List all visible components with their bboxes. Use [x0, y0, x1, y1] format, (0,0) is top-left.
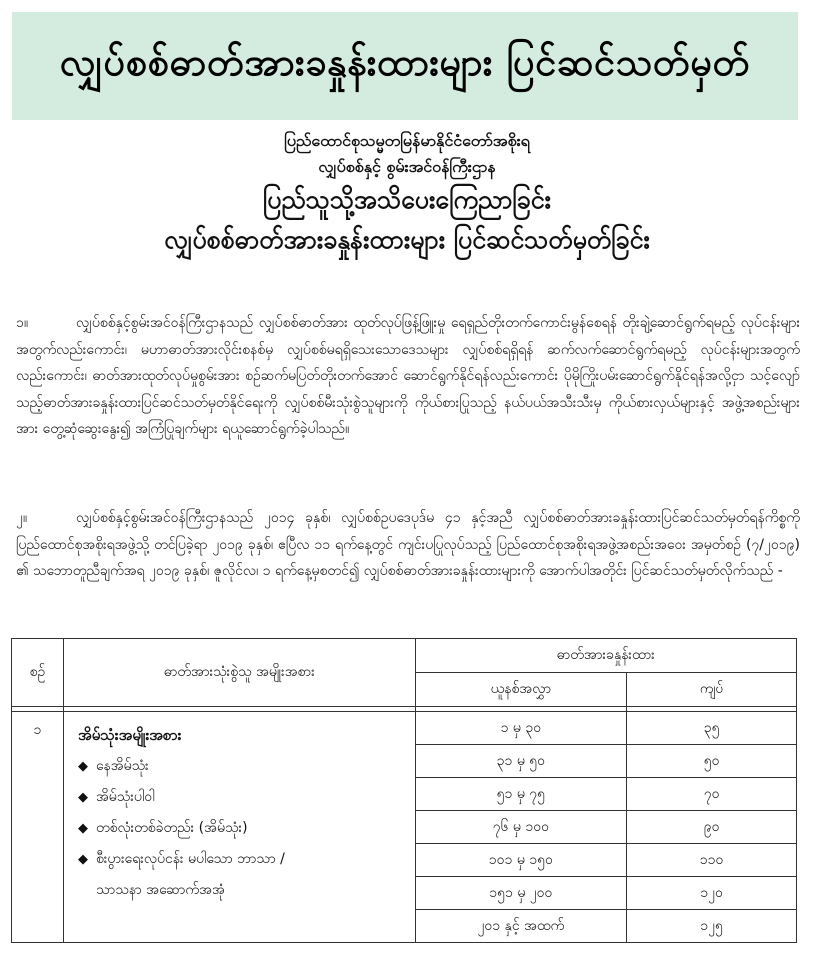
category-bullet: ◆ စီးပွားရေးလုပ်ငန်း မပါသော ဘာသာ / [78, 844, 401, 875]
kyat-cell: ၇၀ [627, 778, 797, 811]
header-rate-group: ဓာတ်အားခနှုန်းထား [415, 639, 796, 673]
title-banner [12, 12, 798, 120]
kyat-cell: ၁၂၀ [627, 877, 797, 910]
paragraph-number: ၁။ [16, 315, 29, 331]
kyat-cell: ၃၅ [627, 712, 797, 745]
table-row [12, 712, 797, 745]
paragraph-text: လျှပ်စစ်နှင့်စွမ်းအင်ဝန်ကြီးဌာနသည် လျှပ်စစ်ဓာတ်အား ထုတ်လုပ်ဖြန့်ဖြူးမှု ရေရှည်တိုးတက်ကောင်းမွန်စေရန် တိုးချဲ့ဆောင်ရွက်ရမည့် လုပ်ငန်းများအတွက်လည်းကောင်း၊ မဟာဓာတ်အားလိုင်းစနစ်မှ လျှပ်စစ်မရရှိသေးသောဒေသများ လျှပ်စစ်ရရှိရန် ဆက်လက်ဆောင်ရွက်ရမည့် လုပ်ငန်းများအတွက်လည်းကောင်း၊ ဓာတ်အားထုတ်လုပ်မှုစွမ်းအား စဉ်ဆက်မပြတ်တိုးတက်အောင် ဆောင်ရွက်နိုင်ရန်လည်းကောင်း ပိုမိုကြိုးပမ်းဆောင်ရွက်နိုင်ရန်အလို့ငှာ သင့်လျော်သည့်ဓာတ်အားခနှုန်းထားပြင်ဆင်သတ်မှတ်နိုင်ရေးကို လျှပ်စစ်မီးသုံးစွဲသူများကို ကိုယ်စားပြုသည့် နယ်ပယ်အသီးသီးမှ ကိုယ်စားလှယ်များနှင့် အဖွဲ့အစည်းများအား တွေ့ဆုံဆွေးနွေး၍ အကြံပြုချက်များ ရယူဆောင်ရွက်ခဲ့ပါသည်။ [16, 315, 800, 437]
subject-title: လျှပ်စစ်ဓာတ်အားခနှုန်းထားများ ပြင်ဆင်သတ်မှတ်ခြင်း [164, 225, 650, 254]
category-title: အိမ်သုံးအမျိုးအစား [77, 726, 182, 744]
category-bullet: ◆ အိမ်သုံးပါဝါ [78, 782, 401, 813]
notice-title: ပြည်သူသို့အသိပေးကြေညာခြင်း [263, 185, 551, 214]
category-cell [63, 712, 415, 943]
units-cell: ၂၀၁ နှင့် အထက် [415, 910, 627, 943]
units-cell: ၃၁ မှ ၅၀ [415, 745, 627, 778]
units-cell: ၅၁ မှ ၇၅ [415, 778, 627, 811]
units-cell: ၁၀၁ မှ ၁၅၀ [415, 844, 627, 877]
units-cell: ၁ မှ ၃၀ [415, 712, 627, 745]
banner-title: လျှပ်စစ်ဓာတ်အားခနှုန်းထားများ ပြင်ဆင်သတ်မှတ် [59, 40, 751, 84]
government-name: ပြည်ထောင်စုသမ္မတမြန်မာနိုင်ငံတော်အစိုးရ [284, 131, 530, 150]
diamond-icon: ◆ [77, 821, 88, 836]
diamond-icon: ◆ [77, 759, 88, 774]
category-bullet: ◆ တစ်လုံးတစ်ခဲတည်း (အိမ်သုံး) [78, 813, 401, 844]
kyat-cell: ၁၁၀ [627, 844, 797, 877]
diamond-icon: ◆ [77, 790, 88, 805]
header-kyat: ကျပ် [627, 673, 797, 707]
paragraph-text: လျှပ်စစ်နှင့်စွမ်းအင်ဝန်ကြီးဌာနသည် ၂၀၁၄ ခုနှစ်၊ လျှပ်စစ်ဥပဒေပုဒ်မ ၄၁ နှင့်အညီ လျှပ်စစ်ဓာတ်အားခနှုန်းထားပြင်ဆင်သတ်မှတ်ရန်ကိစ္စကို ပြည်ထောင်စုအစိုးရအဖွဲ့သို့ တင်ပြခဲ့ရာ ၂၀၁၉ ခုနှစ်၊ ဧပြီလ ၁၁ ရက်နေ့တွင် ကျင်းပပြုလုပ်သည့် ပြည်ထောင်စုအစိုးရအဖွဲ့အစည်းအဝေး အမှတ်စဉ် (၇/၂၀၁၉) ၏ သဘောတူညီချက်အရ ၂၀၁၉ ခုနှစ်၊ ဇူလိုင်လ၊ ၁ ရက်နေ့မှစတင်၍ လျှပ်စစ်ဓာတ်အားခနှုန်းထားများကို အောက်ပါအတိုင်း ပြင်ဆင်သတ်မှတ်လိုက်သည် - [16, 510, 800, 579]
tariff-table [11, 638, 797, 943]
row-number: ၁ [12, 712, 64, 943]
header-block [0, 128, 814, 260]
category-bullet: ◆ နေအိမ်သုံး [78, 751, 401, 782]
category-bullet-continuation: သာသနာ အဆောက်အအုံ [95, 882, 225, 898]
ministry-name: လျှပ်စစ်နှင့် စွမ်းအင်ဝန်ကြီးဌာန [318, 157, 496, 176]
units-cell: ၁၅၁ မှ ၂၀၀ [415, 877, 627, 910]
header-units: ယူနစ်အလွှာ [415, 673, 627, 707]
kyat-cell: ၅၀ [627, 745, 797, 778]
paragraph-2 [16, 505, 800, 585]
paragraph-1 [16, 310, 800, 443]
units-cell: ၇၆ မှ ၁၀၀ [415, 811, 627, 844]
header-no: စဉ် [12, 639, 64, 707]
header-category: ဓာတ်အားသုံးစွဲသူ အမျိုးအစား [63, 639, 415, 707]
kyat-cell: ၁၂၅ [627, 910, 797, 943]
kyat-cell: ၉၀ [627, 811, 797, 844]
paragraph-number: ၂။ [16, 510, 28, 526]
diamond-icon: ◆ [77, 852, 88, 867]
